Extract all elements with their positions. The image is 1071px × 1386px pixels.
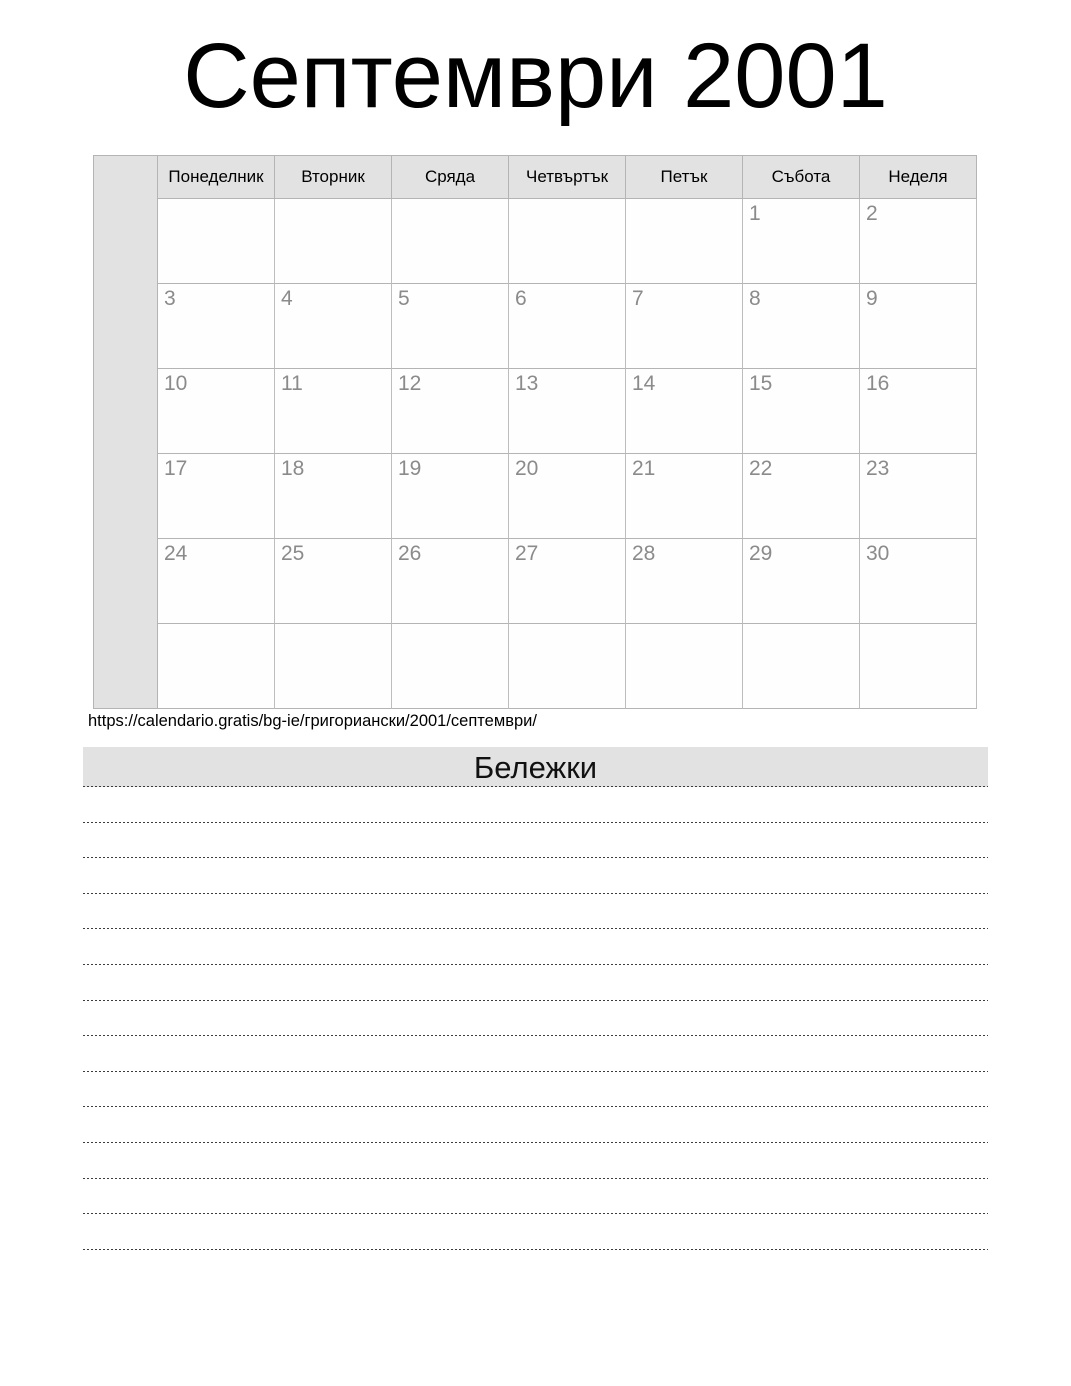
calendar-day-cell xyxy=(509,624,626,709)
calendar-day-cell xyxy=(860,624,977,709)
calendar-day-cell: 11 xyxy=(275,369,392,454)
calendar-day-cell: 28 xyxy=(626,539,743,624)
calendar-left-gutter xyxy=(94,156,158,709)
calendar-day-cell: 7 xyxy=(626,284,743,369)
weekday-header: Сряда xyxy=(392,156,509,199)
calendar-day-cell: 23 xyxy=(860,454,977,539)
note-line xyxy=(83,1143,988,1179)
notes-heading: Бележки xyxy=(473,749,598,785)
calendar-day-cell: 29 xyxy=(743,539,860,624)
calendar-day-cell xyxy=(392,199,509,284)
note-line xyxy=(83,894,988,930)
calendar-day-cell: 12 xyxy=(392,369,509,454)
calendar-day-cell: 5 xyxy=(392,284,509,369)
calendar-day-cell: 24 xyxy=(158,539,275,624)
calendar-day-cell: 6 xyxy=(509,284,626,369)
note-line xyxy=(83,1214,988,1250)
calendar-day-cell: 14 xyxy=(626,369,743,454)
weekday-header: Вторник xyxy=(275,156,392,199)
note-line xyxy=(83,1036,988,1072)
page-title: Септември 2001 xyxy=(183,25,888,127)
calendar-day-cell: 1 xyxy=(743,199,860,284)
note-line xyxy=(83,929,988,965)
calendar-day-cell: 21 xyxy=(626,454,743,539)
calendar-day-cell: 17 xyxy=(158,454,275,539)
calendar-day-cell xyxy=(275,624,392,709)
calendar-day-cell xyxy=(626,199,743,284)
calendar-day-cell: 22 xyxy=(743,454,860,539)
note-line xyxy=(83,1001,988,1037)
calendar-day-cell: 19 xyxy=(392,454,509,539)
calendar-day-cell: 9 xyxy=(860,284,977,369)
calendar-grid xyxy=(158,156,977,709)
calendar-day-cell: 4 xyxy=(275,284,392,369)
notes-section xyxy=(83,747,988,1250)
calendar-day-cell: 10 xyxy=(158,369,275,454)
weekday-header: Събота xyxy=(743,156,860,199)
calendar-day-cell: 26 xyxy=(392,539,509,624)
calendar-day-cell xyxy=(158,624,275,709)
calendar-day-cell: 16 xyxy=(860,369,977,454)
weekday-header: Четвъртък xyxy=(509,156,626,199)
note-line xyxy=(83,1107,988,1143)
note-line xyxy=(83,1072,988,1108)
note-line xyxy=(83,787,988,823)
weekday-header: Понеделник xyxy=(158,156,275,199)
note-line xyxy=(83,965,988,1001)
calendar-day-cell: 13 xyxy=(509,369,626,454)
calendar-day-cell xyxy=(158,199,275,284)
weekday-header: Неделя xyxy=(860,156,977,199)
calendar-day-cell: 3 xyxy=(158,284,275,369)
notes-header xyxy=(83,747,988,787)
note-line xyxy=(83,858,988,894)
calendar-day-cell: 25 xyxy=(275,539,392,624)
note-line xyxy=(83,823,988,859)
note-line xyxy=(83,1179,988,1215)
notes-lines xyxy=(83,787,988,1250)
calendar-day-cell: 30 xyxy=(860,539,977,624)
calendar-day-cell: 18 xyxy=(275,454,392,539)
calendar-day-cell: 8 xyxy=(743,284,860,369)
calendar-day-cell xyxy=(275,199,392,284)
calendar-day-cell: 20 xyxy=(509,454,626,539)
weekday-header: Петък xyxy=(626,156,743,199)
calendar-table xyxy=(93,155,977,709)
calendar-day-cell xyxy=(626,624,743,709)
calendar-day-cell: 2 xyxy=(860,199,977,284)
calendar-day-cell xyxy=(392,624,509,709)
calendar-day-cell: 27 xyxy=(509,539,626,624)
calendar-day-cell: 15 xyxy=(743,369,860,454)
source-url: https://calendario.gratis/bg-ie/григориански/2001/септември/ xyxy=(88,712,537,730)
calendar-day-cell xyxy=(743,624,860,709)
calendar-day-cell xyxy=(509,199,626,284)
